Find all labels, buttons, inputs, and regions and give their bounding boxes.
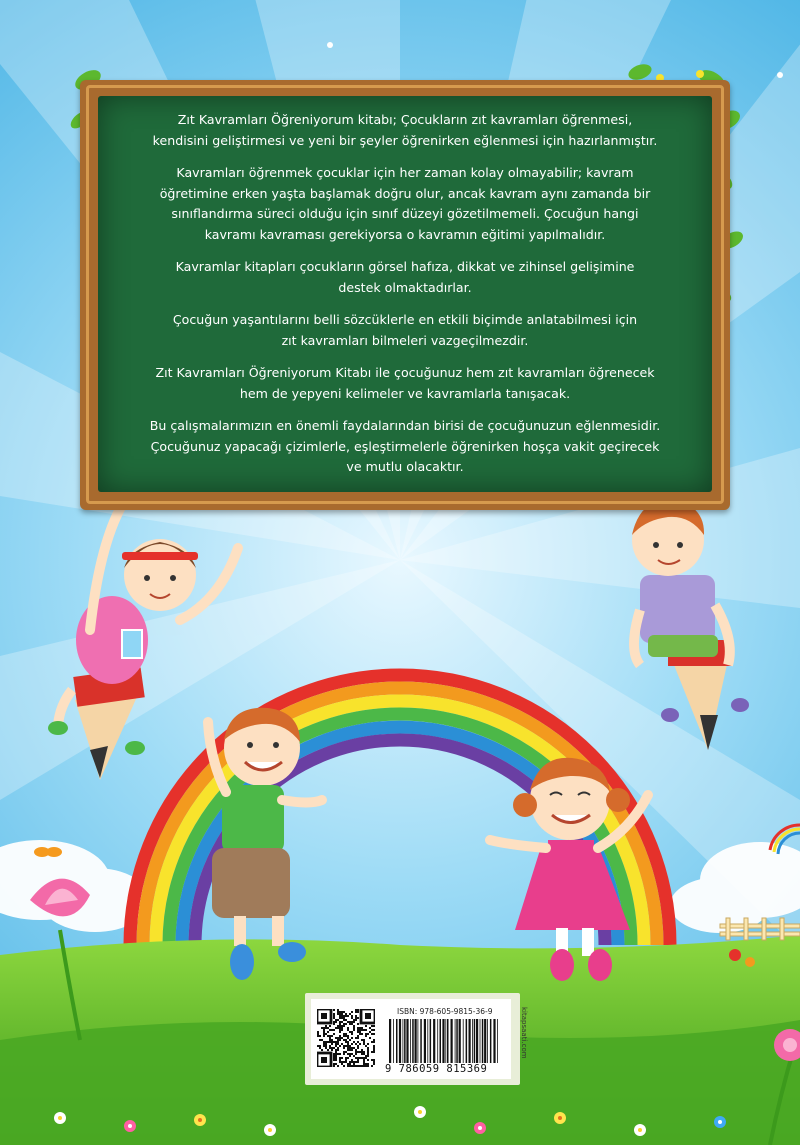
board-line: Zıt Kavramları Öğreniyorum Kitabı ile çocuğunuz hem zıt kavramları öğrenecek <box>155 365 655 380</box>
publisher-website: kitapsaati.com <box>520 1007 528 1059</box>
isbn-label: ISBN: 978-605-9815-36-9 <box>397 1007 493 1016</box>
board-line: ve mutlu olacaktır. <box>346 459 464 474</box>
board-line: Çocuğun yaşantılarını belli sözcüklerle en etkili biçimde anlatabilmesi için <box>172 312 638 327</box>
board-line: destek olmaktadırlar. <box>338 279 472 295</box>
board-line: öğretimine erken yaşta başlamak doğru olur, ancak kavram aynı zamanda bir <box>159 185 651 201</box>
board-line: kavramı kavraması gerekiyorsa o kavramın eğitimi yapılmalıdır. <box>204 226 606 242</box>
board-line: Kavramları öğrenmek çocuklar için her zaman kolay olmayabilir; kavram <box>176 165 634 180</box>
board-paragraph <box>108 257 702 298</box>
board-line: kendisini geliştirmesi ve yeni bir şeyler öğrenirken eğlenmesi için hazırlanmıştır. <box>152 132 658 148</box>
board-line: Çocuğunuz yapacağı çizimlerle, eşleştirmelerle öğrenirken hoşça vakit geçirecek <box>150 438 660 454</box>
board-paragraph <box>108 110 702 151</box>
board-line: Bu çalışmalarımızın en önemli faydalarından birisi de çocuğunuzun eğlenmesidir. <box>149 418 661 433</box>
isbn-digits: 9 786059 815369 <box>385 1063 488 1075</box>
ean-barcode-icon <box>389 1019 499 1063</box>
chalkboard <box>80 80 730 510</box>
board-line: zıt kavramları bilmeleri vazgeçilmezdir. <box>281 332 529 348</box>
chalkboard-text <box>108 110 702 490</box>
board-line: sınıflandırma süreci olduğu için sınıf düzeyi gözetilmemeli. Çocuğun hangi <box>171 206 639 221</box>
board-paragraph <box>108 416 702 478</box>
chalkboard-surface <box>98 96 712 492</box>
board-paragraph <box>108 310 702 351</box>
barcode-panel <box>311 999 528 1079</box>
board-paragraph <box>108 363 702 404</box>
board-line: hem de yepyeni kelimeler ve kavramlarla tanışacak. <box>239 385 571 401</box>
qr-code-icon <box>317 1009 375 1067</box>
board-line: Kavramlar kitapları çocukların görsel hafıza, dikkat ve zihinsel gelişimine <box>175 259 635 274</box>
board-paragraph <box>108 163 702 245</box>
board-line: Zıt Kavramları Öğreniyorum kitabı; Çocukların zıt kavramları öğrenmesi, <box>177 112 633 127</box>
barcode-sticker <box>305 993 528 1085</box>
